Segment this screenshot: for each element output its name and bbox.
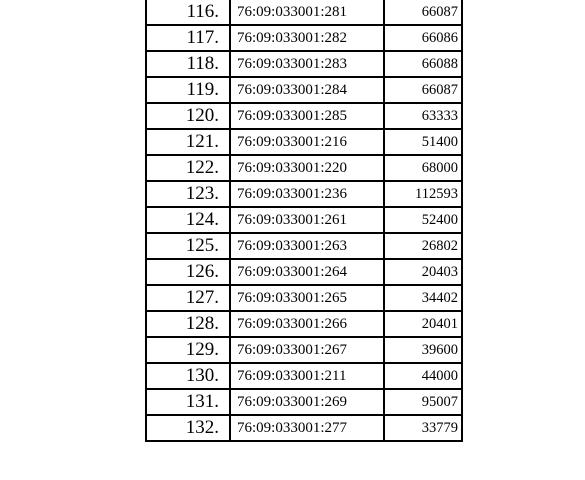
cadastral-number: 76:09:033001:263 — [230, 233, 384, 259]
row-number: 116. — [146, 0, 230, 25]
row-value: 52400 — [384, 207, 462, 233]
cadastral-number: 76:09:033001:220 — [230, 155, 384, 181]
table-row — [146, 415, 462, 441]
row-number: 118. — [146, 51, 230, 77]
row-number: 117. — [146, 25, 230, 51]
row-value: 66087 — [384, 0, 462, 25]
table-row — [146, 129, 462, 155]
row-number: 132. — [146, 415, 230, 441]
row-value: 112593 — [384, 181, 462, 207]
row-number: 119. — [146, 77, 230, 103]
row-number: 130. — [146, 363, 230, 389]
row-value: 26802 — [384, 233, 462, 259]
cadastral-number: 76:09:033001:261 — [230, 207, 384, 233]
row-number: 128. — [146, 311, 230, 337]
cadastral-number: 76:09:033001:236 — [230, 181, 384, 207]
cadastral-number: 76:09:033001:266 — [230, 311, 384, 337]
row-value: 20403 — [384, 259, 462, 285]
row-value: 33779 — [384, 415, 462, 441]
row-number: 125. — [146, 233, 230, 259]
row-number: 127. — [146, 285, 230, 311]
row-value: 51400 — [384, 129, 462, 155]
row-value: 20401 — [384, 311, 462, 337]
table-row — [146, 337, 462, 363]
table-row — [146, 181, 462, 207]
row-number: 131. — [146, 389, 230, 415]
row-number: 121. — [146, 129, 230, 155]
cadastral-number: 76:09:033001:283 — [230, 51, 384, 77]
cadastral-number: 76:09:033001:264 — [230, 259, 384, 285]
table-row — [146, 389, 462, 415]
row-value: 95007 — [384, 389, 462, 415]
cadastral-number: 76:09:033001:265 — [230, 285, 384, 311]
table-row — [146, 285, 462, 311]
table-row — [146, 207, 462, 233]
row-value: 66087 — [384, 77, 462, 103]
row-number: 124. — [146, 207, 230, 233]
row-value: 34402 — [384, 285, 462, 311]
cadastral-number: 76:09:033001:267 — [230, 337, 384, 363]
table-row — [146, 51, 462, 77]
cadastral-number: 76:09:033001:277 — [230, 415, 384, 441]
row-number: 129. — [146, 337, 230, 363]
table-row — [146, 155, 462, 181]
table-row — [146, 259, 462, 285]
table-row — [146, 233, 462, 259]
table-row — [146, 0, 462, 25]
table-row — [146, 103, 462, 129]
row-number: 120. — [146, 103, 230, 129]
table-row — [146, 311, 462, 337]
row-value: 63333 — [384, 103, 462, 129]
table-row — [146, 363, 462, 389]
cadastral-number: 76:09:033001:211 — [230, 363, 384, 389]
cadastral-number: 76:09:033001:269 — [230, 389, 384, 415]
table-body — [146, 0, 462, 441]
cadastral-number: 76:09:033001:284 — [230, 77, 384, 103]
row-value: 68000 — [384, 155, 462, 181]
row-number: 126. — [146, 259, 230, 285]
cadastral-number: 76:09:033001:285 — [230, 103, 384, 129]
row-value: 66088 — [384, 51, 462, 77]
cadastral-number: 76:09:033001:282 — [230, 25, 384, 51]
cadastral-table — [145, 0, 463, 442]
row-value: 66086 — [384, 25, 462, 51]
table-row — [146, 25, 462, 51]
row-number: 123. — [146, 181, 230, 207]
row-number: 122. — [146, 155, 230, 181]
cadastral-number: 76:09:033001:216 — [230, 129, 384, 155]
cadastral-number: 76:09:033001:281 — [230, 0, 384, 25]
row-value: 44000 — [384, 363, 462, 389]
table-row — [146, 77, 462, 103]
row-value: 39600 — [384, 337, 462, 363]
